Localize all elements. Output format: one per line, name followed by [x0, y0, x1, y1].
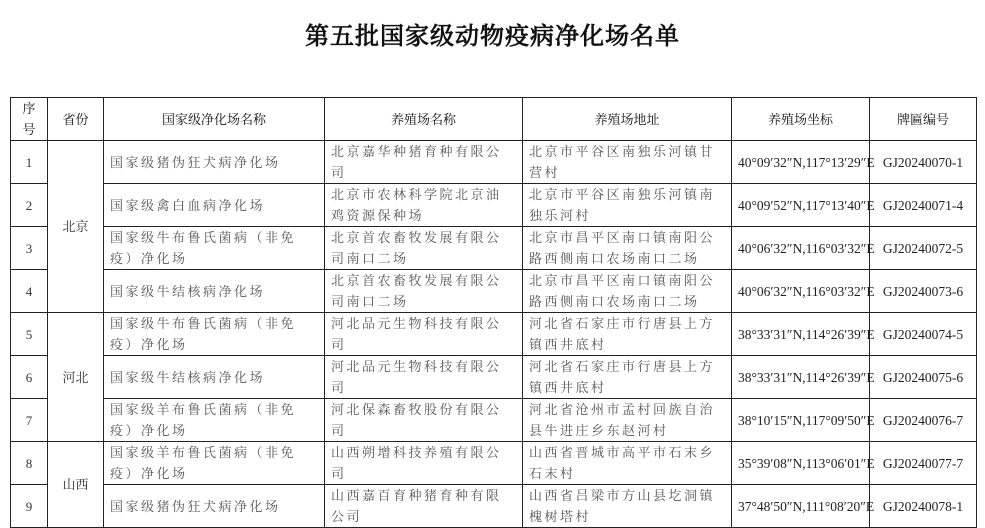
farm-name: 北京首农畜牧发展有限公司南口二场: [325, 270, 523, 313]
purification-name: 国家级牛结核病净化场: [104, 356, 325, 399]
farm-address: 河北省石家庄市行唐县上方镇西井底村: [523, 313, 732, 356]
farm-coordinates: 40°06′32″N,116°03′32″E: [732, 227, 870, 270]
purification-name: 国家级禽白血病净化场: [104, 184, 325, 227]
farm-address: 河北省石家庄市行唐县上方镇西井底村: [523, 356, 732, 399]
farm-name: 北京市农林科学院北京油鸡资源保种场: [325, 184, 523, 227]
farm-address: 北京市平谷区南独乐河镇南独乐河村: [523, 184, 732, 227]
row-number: 2: [11, 184, 48, 227]
purification-name: 国家级猪伪狂犬病净化场: [104, 485, 325, 528]
table-row: [11, 141, 977, 184]
table-row: [11, 313, 977, 356]
purification-name: 国家级牛布鲁氏菌病（非免疫）净化场: [104, 227, 325, 270]
farm-name: 河北保森畜牧股份有限公司: [325, 399, 523, 442]
farm-name: 河北品元生物科技有限公司: [325, 356, 523, 399]
table-row: [11, 227, 977, 270]
header-purification-name: 国家级净化场名称: [104, 98, 325, 141]
farm-address: 北京市昌平区南口镇南阳公路西侧南口农场南口二场: [523, 270, 732, 313]
farm-address: 山西省吕梁市方山县圪洞镇槐树塔村: [523, 485, 732, 528]
table-row: [11, 270, 977, 313]
farm-coordinates: 38°33′31″N,114°26′39″E: [732, 313, 870, 356]
farm-name: 山西嘉百育种猪育种有限公司: [325, 485, 523, 528]
purification-name: 国家级羊布鲁氏菌病（非免疫）净化场: [104, 399, 325, 442]
farm-name: 山西朔增科技养殖有限公司: [325, 442, 523, 485]
farm-address: 山西省晋城市高平市石末乡石末村: [523, 442, 732, 485]
plaque-code: GJ20240077-7: [870, 442, 977, 485]
row-number: 9: [11, 485, 48, 528]
farm-coordinates: 37°48′50″N,111°08′20″E: [732, 485, 870, 528]
farm-name: 北京首农畜牧发展有限公司南口二场: [325, 227, 523, 270]
farm-coordinates: 40°09′32″N,117°13′29″E: [732, 141, 870, 184]
header-address: 养殖场地址: [523, 98, 732, 141]
plaque-code: GJ20240073-6: [870, 270, 977, 313]
farm-coordinates: 40°09′52″N,117°13′40″E: [732, 184, 870, 227]
header-farm-name: 养殖场名称: [325, 98, 523, 141]
farm-coordinates: 35°39′08″N,113°06′01″E: [732, 442, 870, 485]
farm-coordinates: 38°33′31″N,114°26′39″E: [732, 356, 870, 399]
table-row: [11, 399, 977, 442]
farm-name: 河北品元生物科技有限公司: [325, 313, 523, 356]
plaque-code: GJ20240074-5: [870, 313, 977, 356]
farm-name: 北京嘉华种猪育种有限公司: [325, 141, 523, 184]
province-cell: 河北: [48, 313, 104, 442]
purification-name: 国家级羊布鲁氏菌病（非免疫）净化场: [104, 442, 325, 485]
page-title: 第五批国家级动物疫病净化场名单: [305, 24, 680, 50]
row-number: 8: [11, 442, 48, 485]
plaque-code: GJ20240078-1: [870, 485, 977, 528]
row-number: 1: [11, 141, 48, 184]
table-row: [11, 184, 977, 227]
plaque-code: GJ20240072-5: [870, 227, 977, 270]
purification-name: 国家级牛结核病净化场: [104, 270, 325, 313]
province-cell: 北京: [48, 141, 104, 313]
plaque-code: GJ20240070-1: [870, 141, 977, 184]
row-number: 7: [11, 399, 48, 442]
province-cell: 山西: [48, 442, 104, 528]
plaque-code: GJ20240076-7: [870, 399, 977, 442]
farm-coordinates: 40°06′32″N,116°03′32″E: [732, 270, 870, 313]
farm-address: 河北省沧州市孟村回族自治县牛进庄乡东赵河村: [523, 399, 732, 442]
row-number: 3: [11, 227, 48, 270]
table-row: [11, 485, 977, 528]
purification-name: 国家级牛布鲁氏菌病（非免疫）净化场: [104, 313, 325, 356]
header-coordinates: 养殖场坐标: [732, 98, 870, 141]
purification-name: 国家级猪伪狂犬病净化场: [104, 141, 325, 184]
plaque-code: GJ20240075-6: [870, 356, 977, 399]
plaque-code: GJ20240071-4: [870, 184, 977, 227]
table-row: [11, 356, 977, 399]
header-plaque-code: 牌匾编号: [870, 98, 977, 141]
header-no: 序号: [11, 98, 48, 141]
row-number: 4: [11, 270, 48, 313]
farm-address: 北京市平谷区南独乐河镇甘营村: [523, 141, 732, 184]
farm-address: 北京市昌平区南口镇南阳公路西侧南口农场南口二场: [523, 227, 732, 270]
row-number: 5: [11, 313, 48, 356]
farm-coordinates: 38°10′15″N,117°09′50″E: [732, 399, 870, 442]
header-province: 省份: [48, 98, 104, 141]
table-header-row: [11, 98, 977, 141]
row-number: 6: [11, 356, 48, 399]
farm-list-table: [10, 97, 977, 528]
table-row: [11, 442, 977, 485]
